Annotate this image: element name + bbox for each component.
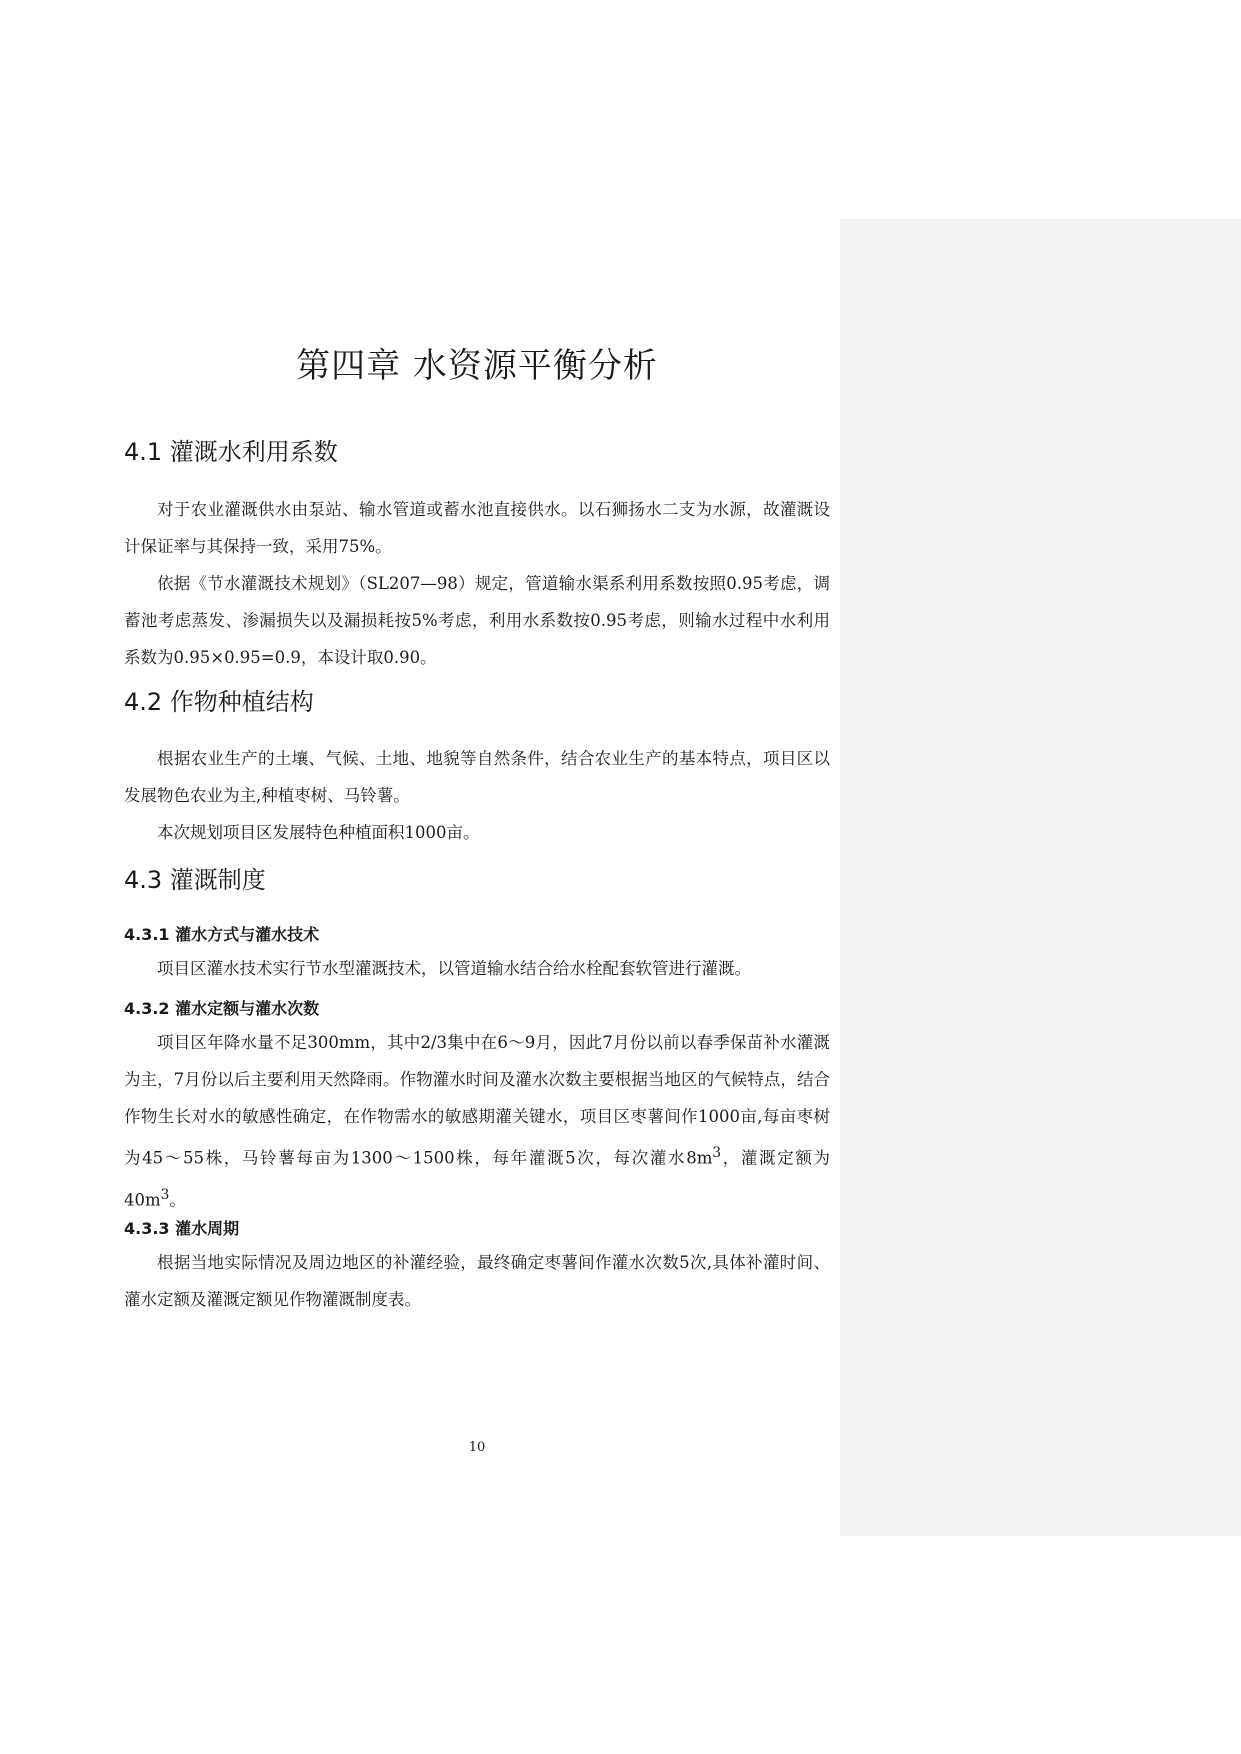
- paragraph-4-3-2: [124, 1024, 830, 1218]
- chapter-title: 第四章 水资源平衡分析: [296, 346, 658, 386]
- subsection-heading-4-3-3: 4.3.3 灌水周期: [124, 1219, 240, 1238]
- paragraph-4-3-3: 根据当地实际情况及周边地区的补灌经验，最终确定枣薯间作灌水次数5次,具体补灌时间、灌水定额及灌溉定额见作物灌溉制度表。: [124, 1253, 830, 1309]
- superscript-cube-2: 3: [160, 1186, 170, 1203]
- subsection-heading-4-3-2: 4.3.2 灌水定额与灌水次数: [124, 999, 320, 1018]
- paragraph-4-1-2: 依据《节水灌溉技术规划》（SL207—98）规定，管道输水渠系利用系数按照0.95考虑，调蓄池考虑蒸发、渗漏损失以及漏损耗按5%考虑，利用水系数按0.95考虑，则输水过程中水利用系数为0.95×0.95=0.9，本设计取0.90。: [124, 574, 830, 667]
- subsection-heading-4-3-1: 4.3.1 灌水方式与灌水技术: [124, 925, 320, 944]
- paragraph-4-2-1: 根据农业生产的土壤、气候、土地、地貌等自然条件，结合农业生产的基本特点，项目区以发展物色农业为主,种植枣树、马铃薯。: [124, 749, 830, 805]
- comment-margin-pane: [840, 219, 1241, 1536]
- paragraph-4-3-1: 项目区灌水技术实行节水型灌溉技术，以管道输水结合给水栓配套软管进行灌溉。: [157, 959, 751, 978]
- paragraph-4-3-2-main: 项目区年降水量不足300mm，其中2/3集中在6～9月，因此7月份以前以春季保苗补水灌溉为主，7月份以后主要利用天然降雨。作物灌水时间及灌水次数主要根据当地区的气候特点，结合作物生长对水的敏感性确定，在作物需水的敏感期灌关键水，项目区枣薯间作1000亩,每亩枣树为45～55株，马铃薯每亩为1300～1500株，每年灌溉5次，每次灌水8m: [124, 1033, 830, 1168]
- section-heading-4-1: 4.1 灌溉水利用系数: [124, 438, 338, 466]
- section-heading-4-2: 4.2 作物种植结构: [124, 688, 314, 716]
- paragraph-4-2-2: 本次规划项目区发展特色种植面积1000亩。: [157, 823, 480, 842]
- paragraph-4-1-1: 对于农业灌溉供水由泵站、输水管道或蓄水池直接供水。以石狮扬水二支为水源，故灌溉设计保证率与其保持一致，采用75%。: [124, 500, 830, 556]
- page-number: 10: [468, 1440, 486, 1455]
- superscript-cube-1: 3: [712, 1145, 722, 1161]
- section-heading-4-3: 4.3 灌溉制度: [124, 866, 266, 894]
- document-page: [124, 0, 830, 1754]
- paragraph-4-3-2-end: 。: [169, 1190, 186, 1209]
- paragraph-4-3-2-mid: ，灌溉定额为40m: [124, 1148, 830, 1209]
